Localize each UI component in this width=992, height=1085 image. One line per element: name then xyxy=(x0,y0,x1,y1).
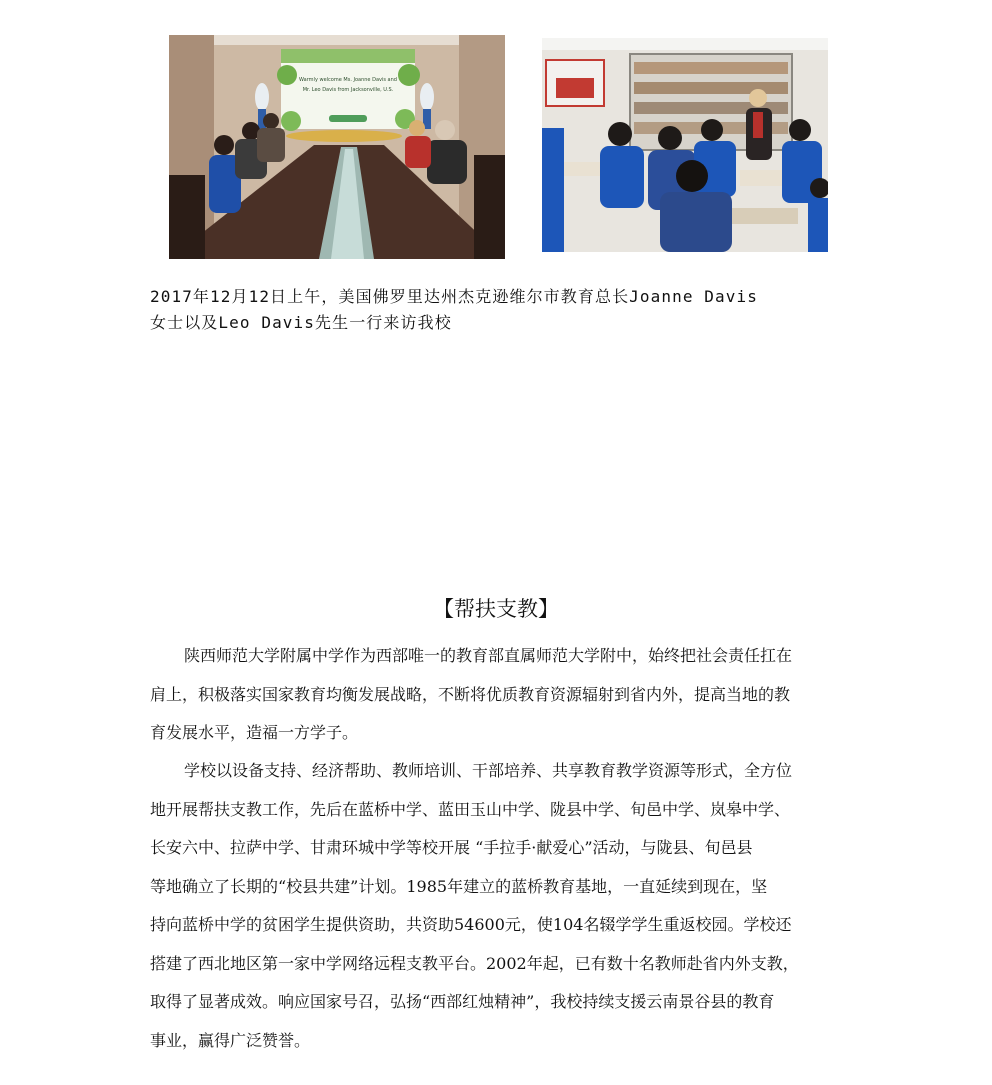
banner-text-line-1: Warmly welcome Ms. Joanne Davis and xyxy=(299,77,397,83)
paragraph-line: 持向蓝桥中学的贫困学生提供资助，共资助54600元，使104名辍学学生重返校园。学校还 xyxy=(150,915,792,934)
paragraph-line: 长安六中、拉萨中学、甘肃环城中学等校开展 “手拉手·献爱心”活动，与陇县、旬邑县 xyxy=(150,838,753,857)
paragraph-support-intro xyxy=(150,637,842,753)
caption-line: 女士以及Leo Davis先生一行来访我校 xyxy=(150,313,452,332)
paragraph-line: 育发展水平，造福一方学子。 xyxy=(150,723,359,742)
section-title: 【帮扶支教】 xyxy=(433,597,559,621)
paragraph-line: 搭建了西北地区第一家中学网络远程支教平台。2002年起，已有数十名教师赴省内外支教， xyxy=(150,953,799,973)
photo-caption xyxy=(150,284,850,336)
paragraph-line: 等地确立了长期的“校县共建”计划。1985年建立的蓝桥教育基地，一直延续到现在，坚 xyxy=(150,876,768,896)
caption-line: 2017年12月12日上午，美国佛罗里达州杰克逊维尔市教育总长Joanne Davis xyxy=(150,287,758,306)
meeting-room-photo xyxy=(169,35,505,259)
paragraph-line: 肩上，积极落实国家教育均衡发展战略，不断将优质教育资源辐射到省内外，提高当地的教 xyxy=(150,684,791,704)
paragraph-support-details xyxy=(150,752,842,1060)
banner-text-line-2: Mr. Leo Davis from Jacksonville, U.S. xyxy=(302,87,394,93)
paragraph-line: 事业，赢得广泛赞誉。 xyxy=(150,1030,311,1050)
paragraph-line: 地开展帮扶支教工作，先后在蓝桥中学、蓝田玉山中学、陇县中学、旬邑中学、岚皋中学、 xyxy=(150,799,791,819)
paragraph-line: 陕西师范大学附属中学作为西部唯一的教育部直属师范大学附中，始终把社会责任扛在 xyxy=(184,646,793,665)
paragraph-line: 取得了显著成效。响应国家号召，弘扬“西部红烛精神”，我校持续支援云南景谷县的教育 xyxy=(150,992,775,1011)
library-classroom-photo xyxy=(542,38,828,252)
paragraph-line: 学校以设备支持、经济帮助、教师培训、干部培养、共享教育教学资源等形式，全方位 xyxy=(184,761,793,780)
